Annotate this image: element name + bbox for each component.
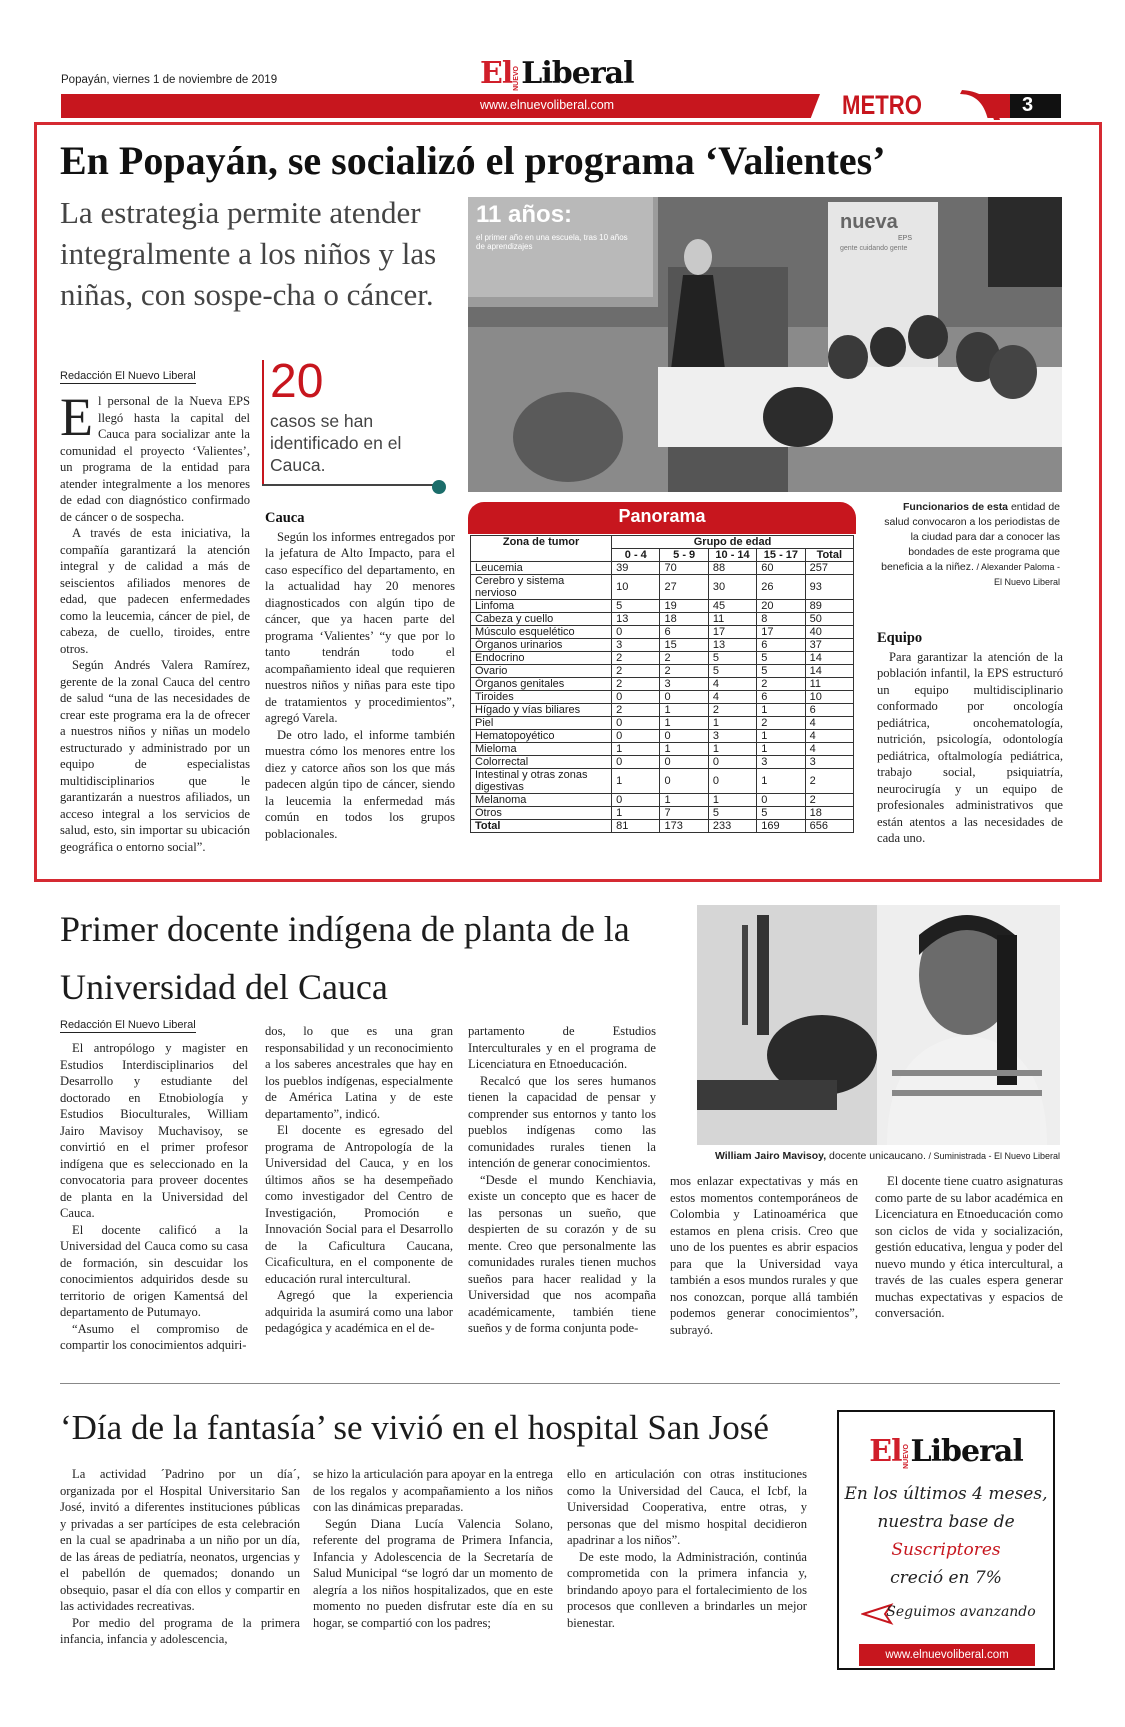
table-row <box>471 743 854 756</box>
article1-byline-wrap <box>60 366 196 384</box>
article2-byline: Redacción El Nuevo Liberal <box>60 1019 196 1031</box>
table-cell-value: 1 <box>660 704 708 717</box>
table-cell-value: 8 <box>757 613 805 626</box>
table-header-grupo: Grupo de edad <box>612 536 854 549</box>
article1-headline: En Popayán, se socializó el programa ‘Valientes’ <box>60 138 886 183</box>
ad-line-4: creció en 7% <box>890 1568 1002 1588</box>
table-cell-value: 257 <box>805 562 853 575</box>
table-cell-value: 1 <box>757 769 805 794</box>
table-row <box>471 807 854 820</box>
banner-eps: EPS <box>898 235 913 242</box>
table-cell-value: 40 <box>805 626 853 639</box>
table-cell-value: 26 <box>757 575 805 600</box>
table-cell-value: 6 <box>805 704 853 717</box>
table-cell-value: 89 <box>805 600 853 613</box>
table-cell-value: 2 <box>612 704 660 717</box>
table-cell-zone: Tiroides <box>471 691 612 704</box>
table-row <box>471 562 854 575</box>
table-cell-value: 60 <box>757 562 805 575</box>
table-row <box>471 613 854 626</box>
ad-line-3: Suscriptores <box>891 1540 1001 1560</box>
table-cell-zone: Cerebro y sistema nervioso <box>471 575 612 600</box>
table-cell-zone: Endocrino <box>471 652 612 665</box>
table-cell-value: 30 <box>708 575 756 600</box>
table-cell-value: 1 <box>612 807 660 820</box>
ad-line-2: nuestra base de <box>877 1512 1015 1532</box>
table-row <box>471 756 854 769</box>
article1-deck: La estrategia permite atender integralmente a los niños y las niñas, con sospe-cha o cáncer. <box>60 195 437 312</box>
table-cell-value: 0 <box>708 756 756 769</box>
table-cell-value: 3 <box>612 639 660 652</box>
table-cell-value: 14 <box>805 665 853 678</box>
table-cell-value: 11 <box>708 613 756 626</box>
slide-title: 11 años: <box>476 201 573 228</box>
table-row <box>471 652 854 665</box>
table-cell-zone: Otros <box>471 807 612 820</box>
panorama-table <box>470 535 854 833</box>
table-cell-value: 0 <box>660 756 708 769</box>
table-cell-value: 81 <box>612 820 660 833</box>
table-cell-zone: Órganos urinarios <box>471 639 612 652</box>
article1-photo[interactable] <box>468 197 1062 492</box>
slide-subtitle: el primer año en una escuela, tras 10 años de aprendizajes <box>476 233 628 251</box>
table-cell-zone: Piel <box>471 717 612 730</box>
table-cell-value: 11 <box>805 678 853 691</box>
table-cell-value: 2 <box>757 717 805 730</box>
stat-accent-line <box>262 360 264 484</box>
table-row <box>471 820 854 833</box>
table-cell-zone: Leucemia <box>471 562 612 575</box>
subscriber-ad[interactable] <box>837 1410 1055 1670</box>
issue-date: Popayán, viernes 1 de noviembre de 2019 <box>61 74 278 86</box>
table-cell-value: 6 <box>757 691 805 704</box>
table-row <box>471 678 854 691</box>
radio-interview-illustration <box>697 905 1060 1145</box>
table-cell-value: 70 <box>660 562 708 575</box>
table-cell-value: 1 <box>708 717 756 730</box>
table-cell-value: 173 <box>660 820 708 833</box>
table-cell-value: 18 <box>660 613 708 626</box>
table-col-header: 5 - 9 <box>660 549 708 562</box>
banner-tagline: gente cuidando gente <box>840 245 908 252</box>
table-cell-value: 1 <box>757 743 805 756</box>
table-header-zona: Zona de tumor <box>471 536 612 562</box>
table-cell-zone: Cabeza y cuello <box>471 613 612 626</box>
table-row <box>471 639 854 652</box>
table-cell-value: 13 <box>708 639 756 652</box>
table-cell-value: 2 <box>612 665 660 678</box>
table-cell-value: 37 <box>805 639 853 652</box>
table-cell-value: 0 <box>660 691 708 704</box>
table-cell-value: 3 <box>660 678 708 691</box>
equipo-subhead: Equipo <box>877 630 923 646</box>
table-row <box>471 704 854 717</box>
section-label[interactable]: METRO <box>842 90 922 120</box>
article3-column-2: se hizo la articulación para apoyar en la entrega de los regalos y acompañamiento a los niños con las dinámicas preparadas. Según Diana Lucía Valencia Solano, referente del programa de Primera Infancia, Infancia y Adolescencia de la Secretaría de Salud Municipal “se logró dar un momento de alegría a los niños hospitalizados, que en este momento no pueden disfrutar este día en su hogar, se compartió con los padres; <box>313 1467 553 1630</box>
table-cell-value: 0 <box>757 794 805 807</box>
article1-column-1: El personal de la Nueva EPS llegó hasta la capital del Cauca para socializar ante la comunidad el proyecto ‘Valientes’, un programa de la entidad para atender integralmente a los menores de edad con diagnóstico confirmado de cáncer o de sospecha. A través de esta iniciativa, la compañía garantizará la atención integral y de calidad a más de seiscientos afiliados menores de edad, que padecen enfermedades como la leucemia, cáncer de piel, de cabeza, de cuello, tiroides, entre otros. Según Andrés Valera Ramírez, gerente de la zonal Cauca del centro de salud “una de las necesidades de crear este programa era la de ofrecer a nuestros niños y niñas un modelo estructurado y administrado por un equipo de especialistas multidisciplinarios que le garantizarán a nuestros afiliados, un acceso integral a los servicios de salud, esto, sin importar su ubicación geográfica o entorno social”. <box>60 387 250 854</box>
masthead-logo[interactable]: El NUEVO Liberal <box>480 56 634 91</box>
table-cell-zone: Colorrectal <box>471 756 612 769</box>
article3-column-1: La actividad ´Padrino por un día´, organizada por el Hospital Universitario San José, invitó a diferentes instituciones públicas y privadas a ser partícipes de esta celebración en la cual se apadrinaba a un niño por un día, de las áreas de pediatría, neonatos, urgencias y el pabellón de quemados; donando un obsequio, pasar el día con ellos y compartir en las actividades recreativas. Por medio del programa de la primera infancia, infancia y adolescencia, <box>60 1467 300 1646</box>
table-col-header: 15 - 17 <box>757 549 805 562</box>
page-number: 3 <box>1022 94 1034 116</box>
table-cell-value: 5 <box>708 665 756 678</box>
table-cell-value: 0 <box>660 730 708 743</box>
article2-column-2: dos, lo que es una gran responsabilidad y un reconocimiento a los saberes ancestrales que hay en los pueblos indígenas, especialmente de América Latina y de este departamento”, indicó. El docente es egresado del programa de Antropología de la Universidad del Cauca, y en los últimos años se ha desempeñado como investigador del Centro de Investigación, Promoción e Innovación Social para el Desarrollo de la Caficultura Caucana, Cicaficultura, en el componente de educación rural intercultural. Agregó que la experiencia adquirida la asumirá como una labor pedagógica y académica en el de- <box>265 1024 453 1335</box>
table-cell-value: 4 <box>708 678 756 691</box>
table-cell-value: 1 <box>757 730 805 743</box>
article2-column-4: mos enlazar expectativas y más en estos momentos contemporáneos de Colombia y Latinoamérica que estamos en plena crisis. Creo que uno de los puentes es abrir espacios para que la Universidad vaya también a esos mundos rurales y que nos conozcan, porque allá también podemos generar conocimientos”, subrayó. <box>670 1174 858 1337</box>
table-cell-value: 17 <box>708 626 756 639</box>
ad-line-5: Seguimos avanzando <box>886 1604 1036 1620</box>
table-col-header: 10 - 14 <box>708 549 756 562</box>
ad-url[interactable]: www.elnuevoliberal.com <box>859 1644 1035 1666</box>
table-cell-value: 3 <box>805 756 853 769</box>
table-row <box>471 665 854 678</box>
drop-cap: E <box>60 387 93 447</box>
table-cell-zone: Mieloma <box>471 743 612 756</box>
table-cell-value: 6 <box>757 639 805 652</box>
table-cell-value: 39 <box>612 562 660 575</box>
page-number-box <box>1010 94 1061 118</box>
stat-underline <box>262 484 437 486</box>
table-cell-value: 6 <box>660 626 708 639</box>
table-cell-value: 4 <box>805 743 853 756</box>
table-cell-zone: Intestinal y otras zonas digestivas <box>471 769 612 794</box>
table-cell-zone: Hematopoyético <box>471 730 612 743</box>
table-cell-value: 1 <box>757 704 805 717</box>
section-divider <box>60 1383 1060 1384</box>
table-col-header: Total <box>805 549 853 562</box>
table-cell-value: 0 <box>660 769 708 794</box>
table-cell-value: 3 <box>708 730 756 743</box>
table-cell-zone: Músculo esquelético <box>471 626 612 639</box>
table-cell-value: 10 <box>612 575 660 600</box>
table-row <box>471 717 854 730</box>
table-cell-value: 45 <box>708 600 756 613</box>
table-cell-value: 1 <box>612 743 660 756</box>
table-cell-value: 1 <box>660 743 708 756</box>
table-cell-value: 14 <box>805 652 853 665</box>
article2-caption: William Jairo Mavisoy, docente unicaucano. / Suministrada - El Nuevo Liberal <box>714 1150 1060 1162</box>
table-cell-value: 5 <box>612 600 660 613</box>
table-cell-value: 5 <box>708 652 756 665</box>
article1-caption: Funcionarios de esta entidad de salud convocaron a los periodistas de la ciudad para dar a conocer las bondades de este programa que beneficia a la niñez. / Alexander Paloma - El Nuevo Liberal <box>881 501 1060 587</box>
table-cell-value: 18 <box>805 807 853 820</box>
table-cell-value: 1 <box>708 743 756 756</box>
table-cell-value: 15 <box>660 639 708 652</box>
article2-column-3: partamento de Estudios Interculturales y en el programa de Licenciatura en Etnoeducación. Recalcó que los seres humanos tienen la capacidad de pensar y comprender sus entornos y tanto los pueblos indígenas como las comunidades rurales tienen la intención de generar conocimientos. “Desde el mundo Kenchiavia, existe un concepto que es hacer de las personas un sueño, que despierten de su corazón y de su mente. Creo que personalmente las comunidades rurales tienen muchos sueños para hacer realidad y la Universidad que nos acompaña académicamente, también tiene sueños y de forma conjunta pode- <box>468 1024 656 1335</box>
stat-dot <box>432 480 446 494</box>
table-cell-value: 0 <box>612 756 660 769</box>
table-cell-value: 20 <box>757 600 805 613</box>
table-cell-value: 2 <box>757 678 805 691</box>
table-cell-value: 50 <box>805 613 853 626</box>
table-row <box>471 600 854 613</box>
article1-column-2: Cauca Según los informes entregados por la jefatura de Alto Impacto, para el caso específico del departamento, en la actualidad hay 20 menores diagnosticados con algún tipo de cáncer, que ya hacen parte del programa ‘Valientes’ “y que por lo tanto tendrán todo el acompañamiento ideal que requieren nuestros niños y niñas para este tipo de tratamientos y procedimientos”, agregó Varela. De otro lado, el informe también muestra cómo los menores entre los diez y catorce años son los que más padecen algún tipo de cáncer, siendo la leucemia la enfermedad más común en todos los grupos poblacionales. <box>265 510 455 841</box>
article2-column-5: El docente tiene cuatro asignaturas como parte de su labor académica en Licenciatura en Etnoeducación como son ciclos de vida y socialización, gestión educativa, lengua y poder del nuevo mundo y ética intercultural, a través de las cuales espera generar muchas expectativas y espacios de conversación. <box>875 1174 1063 1320</box>
table-cell-value: 3 <box>757 756 805 769</box>
table-cell-zone: Órganos genitales <box>471 678 612 691</box>
article2-photo[interactable] <box>697 905 1060 1145</box>
table-cell-value: 0 <box>612 691 660 704</box>
table-cell-value: 1 <box>660 717 708 730</box>
header-url[interactable]: www.elnuevoliberal.com <box>480 98 615 112</box>
table-cell-value: 0 <box>708 769 756 794</box>
table-cell-value: 4 <box>708 691 756 704</box>
ad-line-1: En los últimos 4 meses, <box>844 1484 1048 1504</box>
table-cell-zone: Linfoma <box>471 600 612 613</box>
table-cell-value: 93 <box>805 575 853 600</box>
table-cell-value: 0 <box>612 730 660 743</box>
table-cell-value: 0 <box>612 794 660 807</box>
article3-column-3: ello en articulación con otras instituciones como la Universidad del Cauca, el Icbf, la Universidad Cooperativa, entre otras, y personas que del mismo hospital decidieron apadrinar a los niños”. De este modo, la Administración, continúa comprometida con la primera infancia y, brindando apoyo para el fortalecimiento de los procesos que conlleven a brindarles un mejor bienestar. <box>567 1467 807 1630</box>
table-cell-value: 88 <box>708 562 756 575</box>
article2-headline: Primer docente indígena de planta de la Universidad del Cauca <box>60 909 630 1007</box>
table-cell-zone: Ovario <box>471 665 612 678</box>
table-row <box>471 691 854 704</box>
table-cell-value: 13 <box>612 613 660 626</box>
table-body <box>471 562 854 833</box>
table-cell-value: 17 <box>757 626 805 639</box>
table-cell-value: 19 <box>660 600 708 613</box>
table-col-header: 0 - 4 <box>612 549 660 562</box>
table-cell-value: 5 <box>708 807 756 820</box>
ad-logo: El NUEVO Liberal <box>869 1434 1023 1469</box>
table-cell-zone: Total <box>471 820 612 833</box>
article2-byline-wrap <box>60 1015 196 1033</box>
cauca-subhead: Cauca <box>265 510 305 526</box>
table-row <box>471 769 854 794</box>
table-row <box>471 575 854 600</box>
table-cell-value: 1 <box>612 769 660 794</box>
table-cell-value: 233 <box>708 820 756 833</box>
table-row <box>471 626 854 639</box>
banner-brand: nueva <box>840 211 898 233</box>
table-cell-value: 1 <box>660 794 708 807</box>
table-cell-zone: Hígado y vías biliares <box>471 704 612 717</box>
table-row <box>471 794 854 807</box>
panorama-title: Panorama <box>618 506 706 526</box>
table-cell-value: 5 <box>757 652 805 665</box>
article2-column-1: El antropólogo y magister en Estudios Interdisciplinarios del Desarrollo y estudiante del doctorado en Etnobiología y Estudios Bioculturales, William Jairo Mavisoy Muchavisoy, se convirtió en el primer profesor indígena que es seleccionado en la convocatoria para proveer docentes de planta en la Universidad del Cauca. El docente calificó a la Universidad del Cauca como su casa de formación, sin descuidar los conocimientos adquiridos desde su territorio de origen Kamentsá del departamento de Putumayo. “Asumo el compromiso de compartir los conocimientos adquiri- <box>60 1041 248 1352</box>
table-cell-value: 27 <box>660 575 708 600</box>
stat-text: casos se han identificado en el Cauca. <box>270 411 402 475</box>
table-cell-value: 2 <box>708 704 756 717</box>
stat-number: 20 <box>270 355 324 408</box>
table-cell-value: 4 <box>805 730 853 743</box>
table-cell-value: 2 <box>660 652 708 665</box>
table-cell-value: 5 <box>757 665 805 678</box>
table-cell-zone: Melanoma <box>471 794 612 807</box>
article1-byline: Redacción El Nuevo Liberal <box>60 370 196 382</box>
table-cell-value: 7 <box>660 807 708 820</box>
table-cell-value: 2 <box>805 769 853 794</box>
article1-column-3: Equipo Para garantizar la atención de la población infantil, la EPS estructuró un equipo multidisciplinario conformado por oncología pediátrica, oncohematología, nutrición, psicología, odontología pediátrica, oftalmología pediátrica, trabajo social, psiquiatría, neurocirugía y un equipo de profesionales administrativos que están atentos a las necesidades de cada uno. <box>877 630 1063 845</box>
table-row <box>471 730 854 743</box>
table-cell-value: 0 <box>612 626 660 639</box>
table-cell-value: 2 <box>612 652 660 665</box>
table-cell-value: 2 <box>660 665 708 678</box>
table-cell-value: 2 <box>805 794 853 807</box>
table-cell-value: 10 <box>805 691 853 704</box>
table-cell-value: 1 <box>708 794 756 807</box>
article3-headline: ‘Día de la fantasía’ se vivió en el hospital San José <box>60 1408 769 1447</box>
table-cell-value: 2 <box>612 678 660 691</box>
table-cell-value: 5 <box>757 807 805 820</box>
table-cell-value: 4 <box>805 717 853 730</box>
table-cell-value: 0 <box>612 717 660 730</box>
table-cell-value: 169 <box>757 820 805 833</box>
table-cell-value: 656 <box>805 820 853 833</box>
